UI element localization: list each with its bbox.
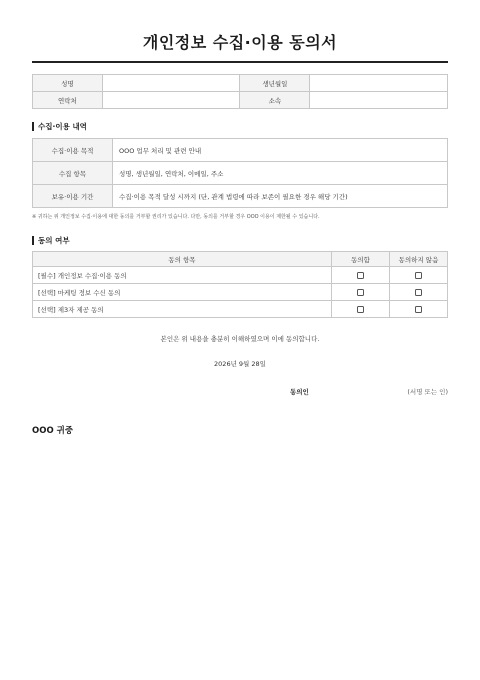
agree-checkbox[interactable] xyxy=(357,306,364,313)
heading-bar-icon xyxy=(32,236,34,245)
table-row xyxy=(33,139,448,162)
collection-heading-text: 수집·이용 내역 xyxy=(38,122,87,131)
name-field[interactable] xyxy=(102,75,240,92)
table-row xyxy=(33,301,448,318)
disagree-checkbox[interactable] xyxy=(415,289,422,296)
affiliation-label: 소속 xyxy=(240,92,310,109)
table-row xyxy=(33,284,448,301)
consent-item-marketing: [선택] 마케팅 정보 수신 동의 xyxy=(33,284,332,301)
birth-label: 생년월일 xyxy=(240,75,310,92)
table-header-row xyxy=(33,252,448,267)
heading-bar-icon xyxy=(32,122,34,131)
col-header-disagree: 동의하지 않음 xyxy=(390,252,448,267)
table-row xyxy=(33,92,448,109)
signer-label: 동의인 xyxy=(290,388,309,396)
contact-field[interactable] xyxy=(102,92,240,109)
col-header-item: 동의 항목 xyxy=(33,252,332,267)
table-row xyxy=(33,185,448,208)
disagree-checkbox[interactable] xyxy=(415,272,422,279)
purpose-value: OOO 업무 처리 및 관련 안내 xyxy=(113,139,448,162)
col-header-agree: 동의함 xyxy=(332,252,390,267)
name-label: 성명 xyxy=(33,75,103,92)
contact-label: 연락처 xyxy=(33,92,103,109)
agree-checkbox[interactable] xyxy=(357,289,364,296)
refusal-note: ※ 귀하는 위 개인정보 수집·이용에 대한 동의를 거부할 권리가 있습니다. 다만, 동의를 거부할 경우 OOO 이용이 제한될 수 있습니다. xyxy=(32,214,320,220)
affiliation-field[interactable] xyxy=(310,92,448,109)
consent-item-third-party: [선택] 제3자 제공 동의 xyxy=(33,301,332,318)
disagree-checkbox[interactable] xyxy=(415,306,422,313)
consent-heading-text: 동의 여부 xyxy=(38,236,70,245)
consent-statement: 본인은 위 내용을 충분히 이해하였으며 이에 동의합니다. xyxy=(160,335,320,343)
agree-checkbox[interactable] xyxy=(357,272,364,279)
collection-heading xyxy=(32,121,87,132)
collection-table xyxy=(32,138,448,208)
table-row xyxy=(33,162,448,185)
consent-item-required: [필수] 개인정보 수집·이용 동의 xyxy=(33,267,332,284)
consent-date: 2026년 9월 28일 xyxy=(214,360,266,368)
personal-info-table xyxy=(32,74,448,109)
signature-field[interactable]: (서명 또는 인) xyxy=(407,388,448,396)
retention-value: 수집·이용 목적 달성 시까지 (단, 관계 법령에 따라 보존이 필요한 경우 해당 기간) xyxy=(113,185,448,208)
recipient-line: OOO 귀중 xyxy=(32,426,74,436)
retention-label: 보유·이용 기간 xyxy=(33,185,113,208)
birth-field[interactable] xyxy=(310,75,448,92)
consent-table xyxy=(32,251,448,318)
items-value: 성명, 생년월일, 연락처, 이메일, 주소 xyxy=(113,162,448,185)
items-label: 수집 항목 xyxy=(33,162,113,185)
document-title: 개인정보 수집·이용 동의서 xyxy=(142,33,338,52)
title-divider xyxy=(32,61,448,63)
table-row xyxy=(33,75,448,92)
consent-heading xyxy=(32,235,70,246)
table-row xyxy=(33,267,448,284)
purpose-label: 수집·이용 목적 xyxy=(33,139,113,162)
